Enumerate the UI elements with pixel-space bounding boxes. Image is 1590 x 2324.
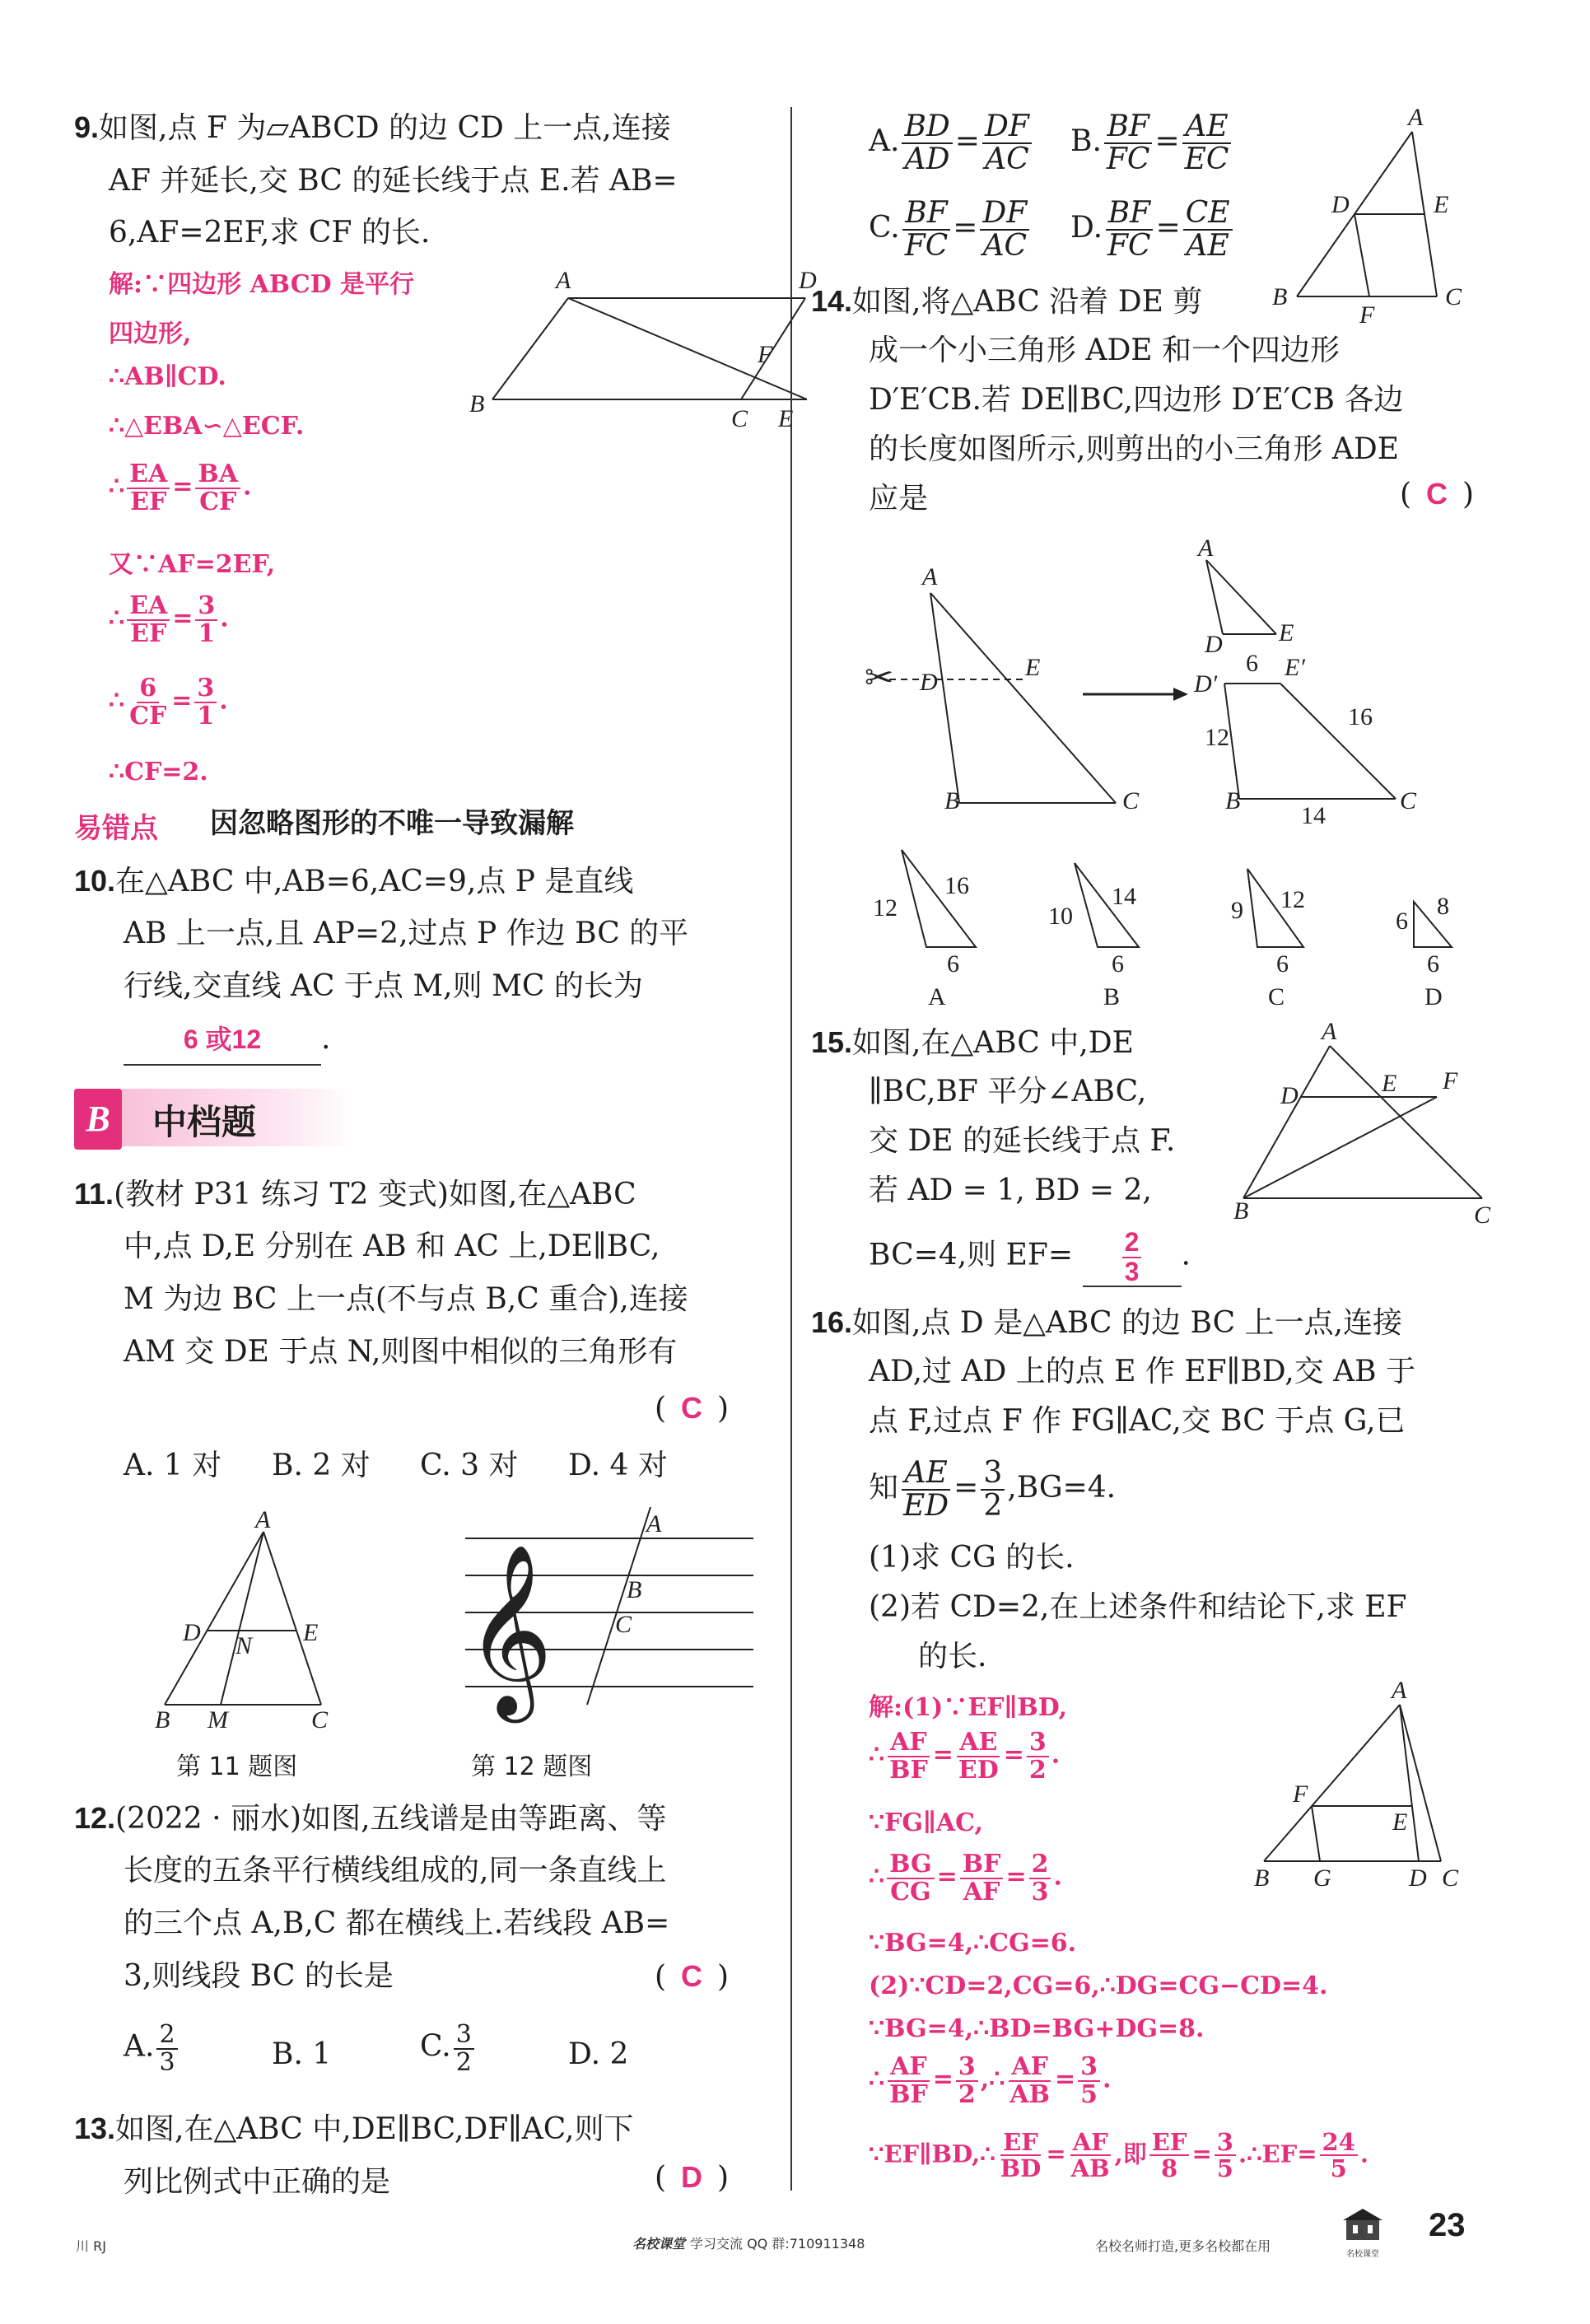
q16-label-C: C [1442,1864,1459,1892]
q16-label-G: G [1313,1864,1331,1892]
q14-choice-b-label: B [1103,983,1121,1010]
q16-sol-9: ∵EF∥BD,∴ $\frac{EF}{BD}$ = $\frac{AF}{AB}$ ,即 $\frac{EF}{8}$ = $\frac{3}{5}$ .∴EF= $\frac{24}{5}$ . [869,2128,1369,2183]
q14-label-C: C [1122,787,1140,814]
q16-sol-4: ∴ $\frac{BG}{CG}$ = $\frac{BF}{AF}$ = $\frac{2}{3}$ . [869,1850,1062,1906]
q9-figure [469,264,817,436]
q11-label-M: M [207,1706,228,1734]
q11-label-N: N [235,1632,253,1659]
q15-line-3: 交 DE 的延长线于点 F. [869,1124,1176,1158]
q14-dim-left: 12 [1205,724,1229,751]
q13-figure [1272,104,1511,329]
q9-label-B: B [469,390,485,418]
q16-line-3: 点 F,过点 F 作 FG∥AC,交 BC 于点 G,已 [869,1404,1406,1438]
q15-label-C: C [1474,1202,1491,1229]
q9-sol-1: 解:∵四边形 ABCD 是平行 [109,270,415,299]
q9-sol-7: ∴ $\frac{EA}{EF}$ = $\frac{3}{1}$ . [109,591,229,648]
q14-choice-c-label: C [1268,983,1285,1010]
q16-part-2-cont: 的长. [918,1640,987,1673]
q9-sol-8: ∴ $\frac{6}{CF}$ = $\frac{3}{1}$ . [109,674,228,730]
q13-answer: D [681,2160,703,2194]
q11-option-c: C. 3 对 [420,1449,519,1482]
q13-label-E: E [1434,191,1449,218]
footer-qq: 学习交流 QQ 群:710911348 [690,2236,865,2252]
section-b-title: 中档题 [152,1102,257,1142]
q14-choice-c-s2: 12 [1280,886,1305,913]
q13-option-b: B. $\frac{BF}{FC}$ = $\frac{AE}{EC}$ [1070,111,1233,175]
q15-label-D: D [1280,1082,1299,1109]
q15-line-5: BC=4,则 EF= $\frac{2}{3}$ . [869,1227,1191,1286]
q13-line-1: 13.如图,在△ABC 中,DE∥BC,DF∥AC,则下 [74,2112,634,2146]
q12-label-C: C [615,1611,632,1638]
q9-label-E: E [778,405,794,432]
error-point-tag: 易错点 [74,813,158,844]
q15-line-4: 若 AD = 1, BD = 2, [869,1174,1152,1207]
q16-sol-1: 解:(1)∵EF∥BD, [869,1693,1068,1722]
q9-sol-4: ∴△EBA∽△ECF. [109,412,305,441]
q13-label-D: D [1331,191,1350,218]
q10-line-3: 行线,交直线 AC 于点 M,则 MC 的长为 [124,969,643,1003]
q13-label-B: B [1272,283,1288,310]
q14-choice-a-s3: 6 [947,950,959,978]
q9-sol-6: 又∵AF=2EF, [109,550,276,579]
q12-answer: C [681,1959,703,1993]
section-b-banner [74,1089,354,1153]
q9-label-D: D [799,267,817,294]
q14-label-A: A [922,563,938,590]
q16-part-2: (2)若 CD=2,在上述条件和结论下,求 EF [869,1590,1407,1624]
q16-label-D: D [1409,1864,1427,1892]
q9-sol-9: ∴CF=2. [109,758,208,786]
q14-line-5: 应是 [869,482,929,516]
q15-label-F: F [1443,1067,1458,1094]
q10-line-2: AB 上一点,且 AP=2,过点 P 作边 BC 的平 [124,917,689,950]
q14-choice-b-s2: 14 [1112,883,1136,910]
q16-figure [1247,1677,1503,1902]
q14-label-B2: B [1225,787,1241,814]
q9-label-C: C [731,405,748,432]
page-number: 23 [1429,2207,1466,2243]
q9-line-1: 9.如图,点 F 为▱ABCD 的边 CD 上一点,连接 [74,110,671,145]
q13-label-C: C [1445,283,1462,310]
q12-label-B: B [627,1576,642,1603]
q11-option-a: A. 1 对 [124,1449,222,1482]
q14-dim-right: 16 [1348,703,1373,730]
q14-choice-b-s3: 6 [1112,950,1124,978]
q16-label-E: E [1392,1808,1408,1836]
q12-line-3: 的三个点 A,B,C 都在横线上.若线段 AB= [124,1906,670,1940]
q11-option-b: B. 2 对 [272,1449,371,1482]
q12-option-d: D. 2 [568,2037,629,2071]
q14-label-A2: A [1198,534,1214,562]
q16-sol-3: ∵FG∥AC, [869,1808,983,1837]
q13-label-A: A [1408,104,1424,131]
q15-label-E: E [1382,1070,1397,1097]
q9-sol-3: ∴AB∥CD. [109,362,226,391]
section-b-badge: B [74,1089,122,1150]
school-logo-icon [1338,2207,1387,2243]
q14-choice-a-s2: 16 [944,872,969,899]
q16-sol-5: ∵BG=4,∴CG=6. [869,1929,1077,1958]
q12-option-a: A. $\frac{2}{3}$ [124,2022,180,2075]
q11-answer: C [681,1391,703,1425]
q15-figure [1227,1018,1499,1229]
q14-choices [828,832,1519,1017]
footer-brand: 名校课堂 [632,2236,686,2252]
q14-answer-paren: ( C ) [1400,477,1475,511]
treble-clef-icon: 𝄞 [465,1548,553,1712]
q11-option-d: D. 4 对 [568,1449,668,1482]
q14-choice-c-s3: 6 [1276,950,1289,978]
footer-slogan: 名校名师打造,更多名校都在用 [1095,2238,1271,2254]
q16-label-F: F [1293,1780,1308,1808]
q14-choice-d-s2: 8 [1437,893,1449,920]
q15-answer: $\frac{2}{3}$ [1083,1229,1182,1287]
q16-sol-2: ∴ $\frac{AF}{BF}$ = $\frac{AE}{ED}$ = $\frac{3}{2}$ . [869,1728,1061,1785]
q14-choice-c-s1: 9 [1231,897,1243,924]
q10-line-1: 10.在△ABC 中,AB=6,AC=9,点 P 是直线 [74,864,634,898]
q12-label-A: A [646,1510,662,1538]
q15-line-1: 15.如图,在△ABC 中,DE [811,1025,1134,1060]
q9-sol-5: ∴ $\frac{EA}{EF}$ = $\frac{BA}{CF}$ . [109,460,252,516]
q11-label-D: D [183,1619,201,1646]
error-point-text: 因忽略图形的不唯一导致漏解 [210,807,574,840]
q14-choice-d-label: D [1424,983,1443,1010]
q16-sol-8: ∴ $\frac{AF}{BF}$ = $\frac{3}{2}$ ,∴ $\frac{AF}{AB}$ = $\frac{3}{5}$ . [869,2052,1112,2109]
q14-figure [860,534,1519,832]
q12-line-4: 3,则线段 BC 的长是 [124,1959,394,1993]
q15-label-A: A [1322,1018,1337,1045]
q14-label-D: D [920,669,938,696]
q11-caption: 第 11 题图 [176,1752,298,1781]
q14-label-C2: C [1400,787,1417,814]
q11-label-A: A [255,1506,271,1533]
q14-line-1: 14.如图,将△ABC 沿着 DE 剪 [811,284,1203,319]
q14-label-E: E [1025,654,1041,681]
q14-line-2: 成一个小三角形 ADE 和一个四边形 [869,334,1341,367]
q16-sol-7: ∵BG=4,∴BD=BG+DG=8. [869,2014,1205,2043]
scissors-icon: ✂ [865,660,894,698]
q12-option-b: B. 1 [272,2037,332,2071]
q11-label-B: B [155,1706,170,1734]
q14-label-B: B [944,787,960,814]
q11-label-E: E [303,1619,319,1646]
q14-dim-top: 6 [1246,650,1258,677]
q14-label-E2: E [1279,619,1294,646]
q16-line-2: AD,过 AD 上的点 E 作 EF∥BD,交 AB 于 [869,1355,1416,1388]
q15-label-B: B [1233,1197,1249,1225]
q12-caption: 第 12 题图 [471,1752,593,1781]
q16-part-1: (1)求 CG 的长. [869,1541,1075,1575]
q14-answer: C [1426,477,1448,511]
q13-label-F: F [1359,301,1375,329]
q14-line-3: D′E′CB.若 DE∥BC,四边形 D′E′CB 各边 [869,383,1404,417]
q10-answer: 6 或12 [124,1015,321,1066]
q9-line-2: AF 并延长,交 BC 的延长线于点 E.若 AB= [109,164,678,198]
q11-line-2: 中,点 D,E 分别在 AB 和 AC 上,DE∥BC, [124,1230,660,1263]
q13-option-d: D. $\frac{BF}{FC}$ = $\frac{CE}{AE}$ [1070,198,1235,262]
footer-edition: 川 RJ [76,2238,106,2254]
q12-figure [383,1499,762,1712]
arrow-right-icon [1173,688,1188,701]
brand-logo: 名校课堂 [1338,2207,1387,2253]
q13-option-a: A. $\frac{BD}{AD}$ = $\frac{DF}{AC}$ [869,111,1034,175]
q12-line-2: 长度的五条平行横线组成的,同一条直线上 [124,1854,667,1888]
q9-label-A: A [556,267,571,294]
q12-line-1: 12.(2022 · 丽水)如图,五线谱是由等距离、等 [74,1801,667,1836]
q14-choice-b-s1: 10 [1048,903,1073,930]
q13-option-c: C. $\frac{BF}{FC}$ = $\frac{DF}{AC}$ [869,198,1032,262]
q14-choice-a-s1: 12 [873,894,898,922]
q14-line-4: 的长度如图所示,则剪出的小三角形 ADE [869,432,1400,466]
q11-line-3: M 为边 BC 上一点(不与点 B,C 重合),连接 [124,1282,688,1316]
q11-line-4: AM 交 DE 于点 N,则图中相似的三角形有 [124,1335,678,1369]
q14-dim-bottom: 14 [1301,802,1326,829]
q9-line-3: 6,AF=2EF,求 CF 的长. [109,216,431,250]
q16-label-B: B [1254,1864,1270,1892]
q11-label-C: C [311,1706,329,1734]
q14-label-D2: D [1205,631,1223,658]
q14-label-Dp: D′ [1194,670,1218,698]
q14-choice-d-s3: 6 [1427,950,1439,978]
q13-answer-paren: ( D ) [655,2160,730,2195]
q16-label-A: A [1392,1677,1407,1704]
q11-answer-paren: ( C ) [655,1391,730,1426]
q9-label-F: F [758,341,773,368]
column-divider [790,107,792,2191]
q10-answer-line: 6 或12 . [124,1015,330,1066]
q9-sol-2: 四边形, [109,320,192,348]
q16-sol-6: (2)∵CD=2,CG=6,∴DG=CG−CD=4. [869,1972,1328,2000]
q11-line-1: 11.(教材 P31 练习 T2 变式)如图,在△ABC [74,1177,636,1211]
q14-choice-d-s1: 6 [1396,908,1408,935]
q16-line-4: 知 $\frac{AE}{ED}$ = $\frac{3}{2}$ ,BG=4. [869,1456,1117,1523]
q14-label-Ep: E′ [1285,654,1305,681]
q12-answer-paren: ( C ) [655,1959,730,1994]
q13-line-2: 列比例式中正确的是 [124,2165,391,2199]
q12-option-c: C. $\frac{3}{2}$ [420,2022,477,2075]
q16-line-1: 16.如图,点 D 是△ABC 的边 BC 上一点,连接 [811,1305,1403,1340]
q14-choice-a-label: A [928,983,946,1010]
q15-line-2: ∥BC,BF 平分∠ABC, [869,1075,1147,1108]
